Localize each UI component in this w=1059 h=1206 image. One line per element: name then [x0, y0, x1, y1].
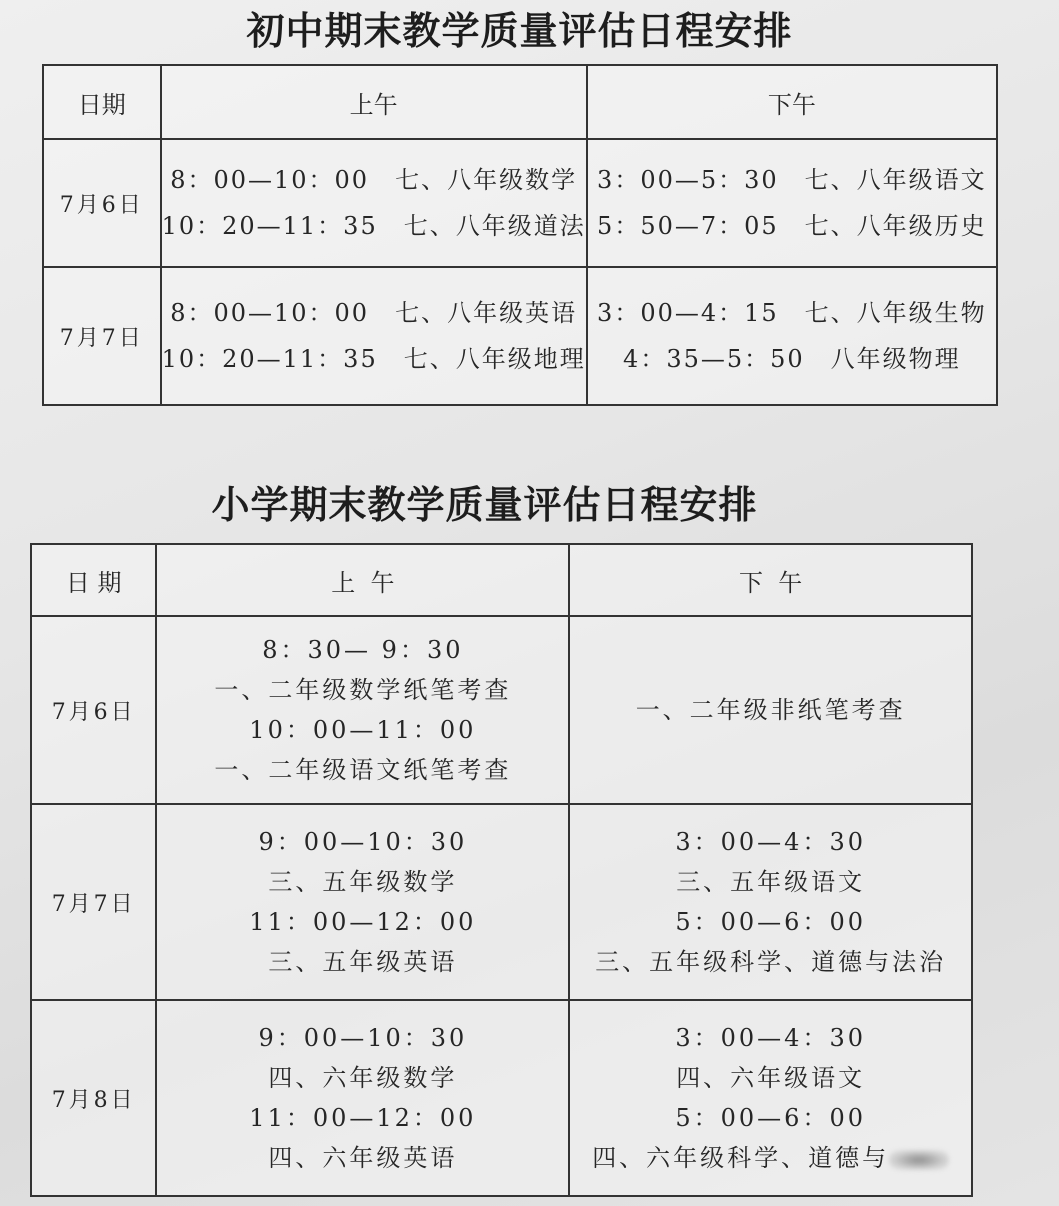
pm-cell	[587, 139, 997, 267]
date-cell: 7月6日	[43, 139, 161, 267]
session-subject: 七、八年级语文	[804, 166, 987, 194]
smudge-mark	[889, 1150, 949, 1170]
am-cell	[156, 804, 569, 1000]
session-line	[162, 157, 586, 203]
pm-cell	[587, 267, 997, 405]
pm-cell	[569, 1000, 972, 1196]
table-row	[43, 267, 997, 405]
session-time: 3：00—4：30	[675, 1024, 866, 1052]
header-date: 日 期	[31, 544, 156, 616]
session-time: 4：35—5：50	[623, 345, 805, 373]
session-subject: 四、六年级英语	[268, 1144, 458, 1172]
session-subject: 八年级物理	[830, 345, 961, 373]
date-cell: 7月7日	[31, 804, 156, 1000]
session-time: 5：00—6：00	[675, 908, 866, 936]
session-time: 3：00—5：30	[597, 166, 779, 194]
session-subject: 一、二年级语文纸笔考查	[214, 756, 512, 784]
session-subject: 一、二年级数学纸笔考查	[214, 676, 512, 704]
session-subject: 四、六年级语文	[676, 1064, 866, 1092]
header-am: 上午	[161, 65, 587, 139]
session-time: 8：00—10：00	[170, 299, 370, 327]
header-date: 日期	[43, 65, 161, 139]
session-subject: 七、八年级历史	[804, 212, 987, 240]
session-time: 10：00—11：00	[249, 716, 477, 744]
middle-school-title: 初中期末教学质量评估日程安排	[246, 8, 793, 53]
session-time: 8：30— 9：30	[262, 636, 464, 664]
session-time: 3：00—4：15	[597, 299, 779, 327]
session-subject: 七、八年级道法	[403, 212, 586, 240]
session-line	[162, 203, 586, 249]
session-time: 11：00—12：00	[249, 908, 477, 936]
session-line	[588, 336, 996, 382]
session-subject: 三、五年级数学	[268, 868, 458, 896]
session-subject: 三、五年级英语	[268, 948, 458, 976]
table-row	[43, 139, 997, 267]
session-time: 10：20—11：35	[161, 345, 378, 373]
session-time: 5：00—6：00	[675, 1104, 866, 1132]
am-cell	[161, 267, 587, 405]
session-subject: 三、五年级科学、道德与法治	[595, 948, 947, 976]
table-row	[31, 616, 972, 804]
session-subject: 七、八年级地理	[403, 345, 586, 373]
session-subject: 七、八年级数学	[395, 166, 578, 194]
session-line	[588, 290, 996, 336]
header-am: 上 午	[156, 544, 569, 616]
am-cell	[156, 1000, 569, 1196]
header-pm: 下 午	[569, 544, 972, 616]
session-subject: 三、五年级语文	[676, 868, 866, 896]
session-time: 11：00—12：00	[249, 1104, 477, 1132]
middle-school-schedule-table	[42, 64, 998, 406]
session-line	[162, 336, 586, 382]
session-time: 5：50—7：05	[597, 212, 779, 240]
session-time: 9：00—10：30	[258, 1024, 468, 1052]
pm-cell	[569, 804, 972, 1000]
session-line	[588, 157, 996, 203]
date-cell: 7月8日	[31, 1000, 156, 1196]
primary-school-title: 小学期末教学质量评估日程安排	[211, 482, 758, 527]
session-time: 9：00—10：30	[258, 828, 468, 856]
session-line	[162, 290, 586, 336]
pm-cell	[569, 616, 972, 804]
am-cell	[161, 139, 587, 267]
date-cell: 7月6日	[31, 616, 156, 804]
session-subject-obscured	[570, 1138, 971, 1178]
session-time: 8：00—10：00	[170, 166, 370, 194]
session-subject: 四、六年级科学、道德与	[592, 1144, 890, 1172]
table-row	[31, 1000, 972, 1196]
primary-school-schedule-table	[30, 543, 973, 1197]
session-subject: 七、八年级英语	[395, 299, 578, 327]
header-pm: 下午	[587, 65, 997, 139]
session-subject: 四、六年级数学	[268, 1064, 458, 1092]
session-time: 3：00—4：30	[675, 828, 866, 856]
date-cell: 7月7日	[43, 267, 161, 405]
session-time: 10：20—11：35	[161, 212, 378, 240]
session-line	[588, 203, 996, 249]
table-header-row	[43, 65, 997, 139]
session-subject: 一、二年级非纸笔考查	[635, 696, 906, 724]
table-header-row	[31, 544, 972, 616]
am-cell	[156, 616, 569, 804]
table-row	[31, 804, 972, 1000]
session-subject: 七、八年级生物	[804, 299, 987, 327]
